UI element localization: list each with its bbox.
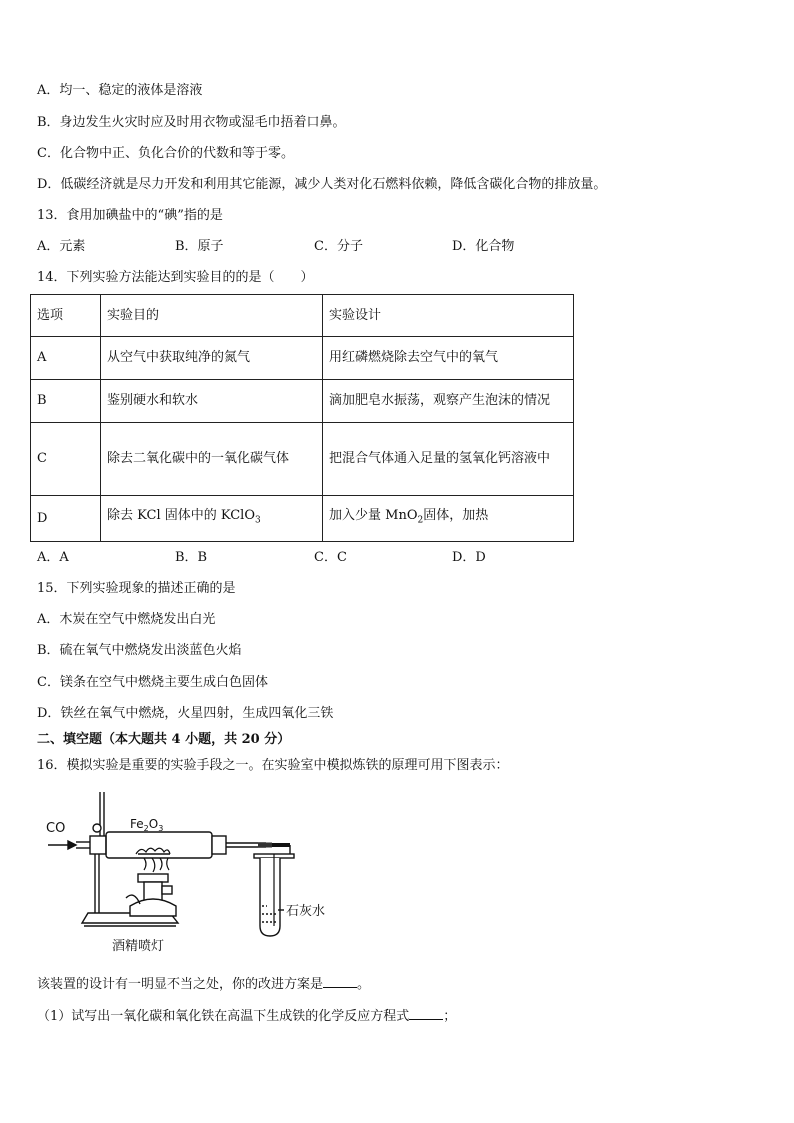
- q15-option-c[interactable]: C．镁条在空气中燃烧主要生成白色固体: [37, 675, 268, 690]
- table-cell: B: [31, 380, 101, 423]
- q16-sub1-line: （1）试写出一氧化碳和氧化铁在高温下生成铁的化学反应方程式 ；: [37, 1009, 457, 1024]
- statement-a: A．均一、稳定的液体是溶液: [37, 83, 203, 98]
- co-arrow-head: [68, 841, 76, 849]
- q13-option-c[interactable]: C．分子: [314, 239, 363, 254]
- q15-option-b[interactable]: B．硫在氧气中燃烧发出淡蓝色火焰: [37, 643, 242, 658]
- q14-option-a[interactable]: A．A: [37, 550, 69, 565]
- table-cell: A: [31, 337, 101, 380]
- iron-smelting-apparatus: [40, 788, 340, 958]
- statement-d: D．低碳经济就是尽力开发和利用其它能源，减少人类对化石燃料依赖，降低含碳化合物的排放量。: [37, 177, 607, 192]
- burner-label: 酒精喷灯: [112, 939, 165, 954]
- q13-option-d[interactable]: D．化合物: [452, 239, 515, 254]
- answer-blank-2[interactable]: [409, 1007, 443, 1020]
- left-stopper: [90, 836, 106, 854]
- table-cell: 把混合气体通入足量的氢氧化钙溶液中: [323, 423, 574, 496]
- table-cell: D: [31, 496, 101, 542]
- table-row: [31, 380, 574, 423]
- limewater-label: 石灰水: [286, 904, 326, 919]
- statement-c: C．化合物中正、负化合价的代数和等于零。: [37, 146, 294, 161]
- q16-improvement-line: 该装置的设计有一明显不当之处，你的改进方案是 。: [37, 977, 371, 992]
- q14-option-c[interactable]: C．C: [314, 550, 347, 565]
- q15-option-a[interactable]: A．木炭在空气中燃烧发出白光: [37, 612, 216, 627]
- burner-base: [130, 899, 176, 916]
- answer-blank-1[interactable]: [323, 975, 357, 988]
- question-14: 14．下列实验方法能达到实验目的的是（ ）: [37, 270, 314, 285]
- table-cell: 滴加肥皂水振荡，观察产生泡沫的情况: [323, 380, 574, 423]
- iron-oxide-pile: [136, 848, 170, 854]
- right-stopper: [212, 836, 226, 854]
- burner-knob: [162, 886, 172, 894]
- table-row: [31, 337, 574, 380]
- q13-option-b[interactable]: B．原子: [175, 239, 224, 254]
- question-15: 15．下列实验现象的描述正确的是: [37, 581, 236, 596]
- test-tube: [260, 858, 280, 936]
- table-cell: 除去二氧化碳中的一氧化碳气体: [101, 423, 323, 496]
- design-text: 加入少量 MnO: [329, 508, 418, 524]
- table-cell: C: [31, 423, 101, 496]
- q14-option-d[interactable]: D．D: [452, 550, 486, 565]
- table-header-row: [31, 295, 574, 337]
- table-header-cell: 选项: [31, 295, 101, 337]
- flame: [144, 858, 169, 872]
- table-cell: 从空气中获取纯净的氮气: [101, 337, 323, 380]
- table-header-cell: 实验设计: [323, 295, 574, 337]
- table-cell: 用红磷燃烧除去空气中的氧气: [323, 337, 574, 380]
- clamp-screw: [93, 824, 101, 832]
- design-subscript: 2: [417, 515, 424, 526]
- question-13: 13．食用加碘盐中的“碘”指的是: [37, 208, 223, 223]
- table-cell: 鉴别硬水和软水: [101, 380, 323, 423]
- table-header-cell: 实验目的: [101, 295, 323, 337]
- aim-text: 除去 KCl 固体中的 KClO: [107, 508, 255, 524]
- experiment-table: [30, 294, 574, 542]
- section-heading: 二、填空题（本大题共 4 小题，共 20 分）: [37, 732, 291, 747]
- question-16: 16．模拟实验是重要的实验手段之一。在实验室中模拟炼铁的原理可用下图表示：: [37, 758, 509, 773]
- statement-b: B．身边发生火灾时应及时用衣物或湿毛巾捂着口鼻。: [37, 115, 346, 130]
- table-row: [31, 496, 574, 542]
- aim-subscript: 3: [255, 515, 261, 526]
- table-cell: [101, 496, 323, 542]
- co-label: CO: [46, 821, 66, 836]
- q13-option-a[interactable]: A．元素: [37, 239, 86, 254]
- design-text-suffix: 固体，加热: [423, 508, 489, 524]
- q15-option-d[interactable]: D．铁丝在氧气中燃烧，火星四射，生成四氧化三铁: [37, 706, 334, 721]
- fe2o3-label: $Fe_2O_3$: [130, 817, 164, 833]
- table-row: [31, 423, 574, 496]
- burner-head: [138, 874, 168, 882]
- table-cell: [323, 496, 574, 542]
- q14-option-b[interactable]: B．B: [175, 550, 208, 565]
